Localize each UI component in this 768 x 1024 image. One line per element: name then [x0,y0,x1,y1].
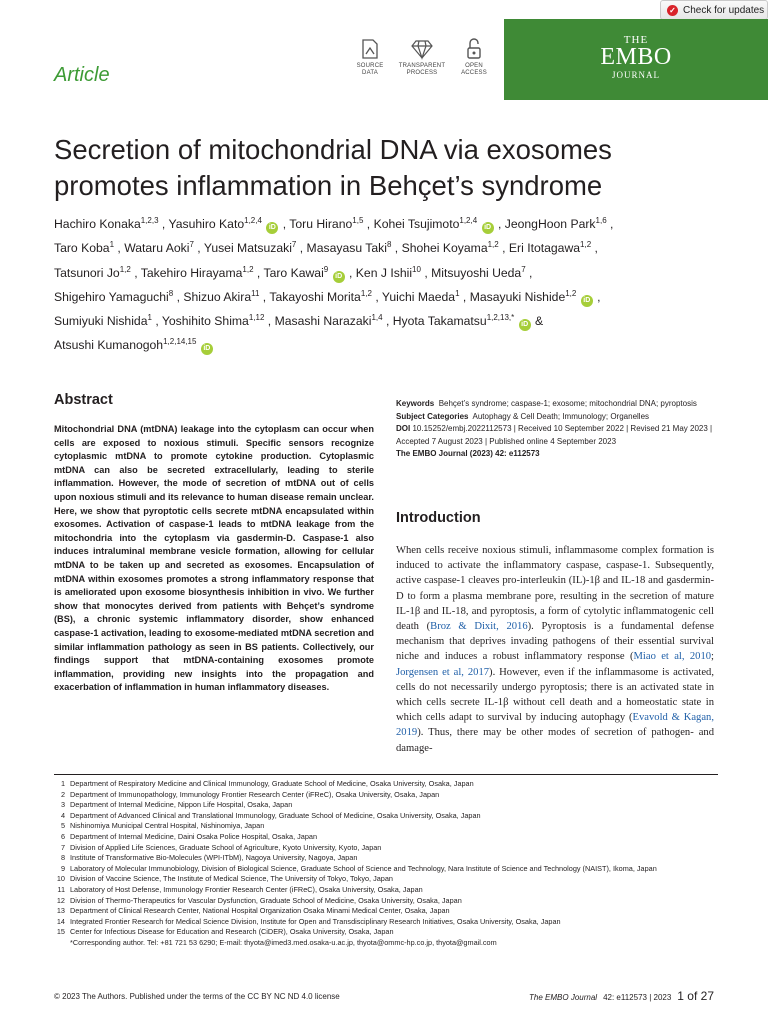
affiliation-item [54,864,718,875]
author-name-text: Masashi Narazaki [274,314,372,329]
keywords-value: Behçet’s syndrome; caspase-1; exosome; mitochondrial DNA; pyroptosis [438,399,697,408]
author-name [509,241,591,255]
author-affiliation-sup: 1,2,4 [459,215,478,225]
subject-label: Subject Categories [396,411,469,421]
intro-part-1: When cells receive noxious stimuli, inflammasome complex formation is induced to activate the inflammatory caspase, caspase-1. Subsequently, active caspase-1 cleaves pro-interleukin (IL)-1β and IL-18 and gasdermin-D to form a plasma membrane pore, resulting in the secretion of mature IL-1β and IL-18, and pyroptosis, a form of cytolytic inflammatogenic cell death ( [396,545,714,633]
affiliation-item [54,917,718,928]
author-name-text: Yuichi Maeda [381,289,456,304]
author-affiliation-sup: 1,2,4 [244,215,262,225]
author-name-text: Eri Itotagawa [508,241,581,256]
author-name-text: Shigehiro Yamaguchi [54,289,169,304]
check-updates-icon: ✓ [667,5,678,16]
author-name-text: Atsushi Kumanogoh [54,338,164,353]
author-affiliation-sup: 1,5 [352,215,364,225]
affiliation-item [54,800,718,811]
affiliation-number: 12 [56,895,65,905]
author-name-text: JeongHoon Park [504,217,596,231]
doi-value[interactable]: 10.15252/embj.2022112573 | Received 10 September 2022 | Revised 21 May 2023 | Accepted 7 August 2023 | Published online 4 September 2023 [396,424,713,446]
author-name [124,241,194,255]
source-data-icon [360,38,380,60]
affiliation-number: 3 [60,800,65,810]
author-affiliation-sup: 1,2 [242,264,254,274]
citation-link[interactable]: Broz & Dixit, 2016 [430,621,528,633]
affiliation-item [54,779,718,790]
author-affiliation-sup: 1 [109,240,115,250]
author-name-text: Wataru Aoki [124,241,190,256]
open-access-line2: ACCESS [461,70,487,76]
journal-logo-journal: JOURNAL [611,70,660,80]
citation-value: The EMBO Journal (2023) 42: e112573 [396,449,540,459]
doi-line [396,423,718,448]
check-updates-label: Check for updates [683,4,765,16]
affiliation-text: Department of Internal Medicine, Nippon Life Hospital, Osaka, Japan [70,800,293,810]
author-name-text: Ken J Ishii [355,265,413,280]
intro-part-5: ). Thus, there may be other modes of secretion of pathogen- and damage- [396,727,714,754]
author-affiliation-sup: 10 [412,264,421,274]
author-name [470,290,594,304]
author-name [54,290,173,304]
author-affiliation-sup: 1,2 [565,288,577,298]
source-data-line2: DATA [362,70,378,76]
author-name-text: Shohei Koyama [401,241,488,256]
affiliation-text: *Corresponding author. Tel: +81 721 53 6290; E-mail: thyota@imed3.med.osaka-u.ac.jp, thyota@ommc-hp.co.jp, thyota@gmail.com [70,937,497,947]
author-name-text: Mitsuyoshi Ueda [431,265,522,280]
author-name-text: Yasuhiro Kato [168,217,245,231]
check-for-updates-button[interactable] [660,0,768,20]
transparent-process-badge[interactable] [392,38,452,77]
author-name [374,217,495,231]
intro-part-3: ; [711,651,714,663]
author-affiliation-sup: 1,12 [248,313,265,323]
keywords-label: Keywords [396,399,435,408]
orcid-icon[interactable]: iD [581,295,593,307]
author-affiliation-sup: 1,2 [580,240,592,250]
orcid-icon[interactable]: iD [519,319,531,331]
article-type-label: Article [54,64,110,86]
affiliation-item [54,853,718,864]
author-name [356,266,421,280]
affiliation-item [54,821,718,832]
author-name [269,290,372,304]
author-name-text: Hyota Takamatsu [392,314,487,329]
subject-value: Autophagy & Cell Death; Immunology; Organelles [472,411,650,421]
author-name [505,217,607,231]
affiliation-number: 4 [60,810,65,820]
author-conjunction: & [535,314,544,329]
author-name [168,217,279,231]
author-name-text: Tatsunori Jo [54,265,120,280]
affiliation-item [54,811,718,822]
author-name [382,290,460,304]
author-affiliation-sup: 8 [386,240,392,250]
author-name [183,290,259,304]
abstract-heading: Abstract [54,392,113,408]
author-name [275,314,383,328]
author-name-text: Taro Kawai [263,265,324,280]
affiliation-number: 9 [60,863,65,873]
author-name-text: Yoshihito Shima [161,314,249,329]
author-affiliation-sup: 7 [521,264,526,274]
affiliation-text: Department of Clinical Research Center, National Hospital Organization Osaka Minami Medical Center, Osaka, Japan [70,906,450,916]
affiliation-text: Department of Advanced Clinical and Translational Immunology, Graduate School of Medicine, Osaka University, Osaka, Japan [70,810,481,820]
affiliation-text: Department of Internal Medicine, Daini Osaka Police Hospital, Osaka, Japan [70,831,318,841]
affiliation-text: Division of Vaccine Science, The Institute of Medical Science, The University of Tokyo, Tokyo, Japan [70,874,393,884]
affiliation-number: 14 [56,916,65,926]
affiliation-number: 2 [60,789,65,799]
citation-line [396,448,718,461]
affiliation-text: Division of Thermo-Therapeutics for Vascular Dysfunction, Graduate School of Medicine, Osaka University, Osaka, Japan [70,895,462,905]
affiliation-number: 15 [56,927,65,937]
affiliations-divider [54,774,718,775]
author-name [141,266,254,280]
author-affiliation-sup: 11 [251,288,260,298]
affiliation-number: 5 [60,821,65,831]
author-name-text: Taro Koba [54,241,110,256]
author-name [54,217,159,231]
author-name-text: Hachiro Konaka [54,217,141,231]
affiliation-item [54,938,718,949]
author-affiliation-sup: 1,2 [487,240,499,250]
journal-logo-embo: EMBO [600,44,672,70]
author-affiliation-sup: 1,2 [360,288,372,298]
author-affiliation-sup: 1,2,14,15 [163,337,197,347]
affiliation-text: Institute of Transformative Bio-Molecules (WPI-ITbM), Nagoya University, Nagoya, Japan [70,853,358,863]
orcid-icon[interactable]: iD [482,222,494,234]
author-name-text: Takehiro Hirayama [140,265,243,280]
affiliation-number [54,938,70,949]
introduction-text [396,543,714,756]
introduction-heading: Introduction [396,510,481,526]
footer-citation [529,989,714,1003]
author-name [54,314,152,328]
footer-journal: The EMBO Journal [529,993,598,1002]
author-affiliation-sup: 1 [147,313,152,323]
affiliation-text: Laboratory of Molecular Immunobiology, Division of Biological Science, Graduate School of Science and Technology, Nara Institute of Science and Technology (NAIST), Ikoma, Japan [70,863,657,873]
author-affiliation-sup: 1,2 [119,264,131,274]
affiliation-item [54,906,718,917]
author-name-text: Takayoshi Morita [269,289,361,304]
affiliations-list [54,779,718,949]
author-name [54,266,131,280]
author-name-text: Masayasu Taki [306,241,387,256]
article-title: Secretion of mitochondrial DNA via exosomes promotes inflammation in Behçet’s syndrome [54,134,612,201]
affiliation-item [54,843,718,854]
citation-link[interactable]: Jorgensen et al, 2017 [396,666,490,678]
author-name-text: Yusei Matsuzaki [203,241,292,256]
source-data-line1: SOURCE [356,63,384,69]
intro-part-4: ). However, even if the inflammasome is activated, cells do not necessarily undergo pyroptosis; there is an activated state in which cells secrete IL-1β without cell death and a homeostatic state in which cells adapt to survival by inducing autophagy ( [396,666,714,724]
orcid-icon[interactable]: iD [201,343,213,355]
author-affiliation-sup: 1,2,3 [140,215,159,225]
affiliation-item [54,927,718,938]
affiliation-item [54,790,718,801]
open-lock-icon [466,38,482,60]
subject-line [396,411,718,424]
intro-part-2: ). Pyroptosis is a fundamental defense mechanism that deprives invading pathogens of their essential survival niche and induces a robust inflammatory response ( [396,621,714,663]
article-metadata [396,398,718,461]
footer-issue: 42: e112573 | 2023 [603,993,672,1002]
orcid-icon[interactable]: iD [333,271,345,283]
affiliation-text: Integrated Frontier Research for Medical Science Division, Institute for Open and Transdisciplinary Research Initiatives, Osaka University, Osaka, Japan [70,916,561,926]
author-name [431,266,526,280]
source-data-badge[interactable] [340,38,400,77]
affiliation-number: 6 [60,831,65,841]
author-affiliation-sup: 7 [189,240,194,250]
author-name-text: Shizuo Akira [183,289,252,304]
footer-copyright: © 2023 The Authors. Published under the terms of the CC BY NC ND 4.0 license [54,992,340,1001]
author-name-text: Masayuki Nishide [469,289,566,304]
author-name [393,314,532,328]
author-name [402,241,499,255]
affiliation-item [54,885,718,896]
affiliation-item [54,896,718,907]
affiliation-text: Nishinomiya Municipal Central Hospital, Nishinomiya, Japan [70,821,265,831]
author-affiliation-sup: 8 [168,288,174,298]
author-name [204,241,297,255]
author-name [54,241,114,255]
author-name-text: Kohei Tsujimoto [373,217,460,231]
affiliation-text: Laboratory of Host Defense, Immunology Frontier Research Center (iFReC), Osaka University, Osaka, Japan [70,884,423,894]
author-affiliation-sup: 1,4 [371,313,383,323]
affiliation-number: 1 [60,779,65,788]
open-access-line1: OPEN [465,63,483,69]
affiliation-item [54,832,718,843]
abstract-text: Mitochondrial DNA (mtDNA) leakage into the cytoplasm can occur when cells are exposed to noxious stimuli. Specific sensors recognize cytoplasmic mtDNA to promote cytokine production. Cytoplasmic mtDNA can also be secreted extracellularly, leading to sterile inflammation. However, the mode of secretion of mtDNA out of cells upon noxious stimuli and its relevance to human disease remain unclear. Here, we show that pyroptotic cells secrete mtDNA encapsulated within exosomes. Activation of caspase-1 leads to mtDNA leakage from the mitochondria into the cytoplasm via gasdermin-D. Caspase-1 also induces intraluminal membrane vesicle formation, allowing for cellular mtDNA to be taken up and secreted as exosomes. Encapsulation of mtDNA within exosomes promotes a strong inflammatory response that is ameliorated upon exosome biosynthesis inhibition in vivo. We further show that monocytes derived from patients with Behçet’s syndrome (BS), a chronic systemic inflammatory disorder, show enhanced caspase-1 activation, leading to exosome-mediated mtDNA secretion and similar inflammation pathology as seen in BS patients. Collectively, our findings support that mtDNA-containing exosomes promote inflammation, providing new insights into the propagation and exacerbation of inflammation in human inflammatory diseases. [54,424,374,693]
author-name [307,241,392,255]
citation-link[interactable]: Evavold & Kagan, 2019 [396,712,715,739]
author-name [289,217,363,231]
affiliation-text: Center for Infectious Disease for Education and Research (CiDER), Osaka University, Osaka, Japan [70,927,394,937]
page-number: 1 of 27 [677,989,714,1003]
affiliation-text: Department of Immunopathology, Immunology Frontier Research Center (iFReC), Osaka University, Osaka, Japan [70,789,440,799]
transparent-process-line2: PROCESS [406,70,438,76]
author-name [162,314,265,328]
author-affiliation-sup: 1 [455,288,460,298]
author-name [54,338,214,352]
keywords-line [396,398,718,411]
affiliation-number: 11 [57,884,65,894]
author-list: Hachiro Konaka$^{1,2,3}$ , Yasuhiro Kato$^{1,2,4}$ iD , Toru Hirano$^{1,5}$ , Kohei Tsujimoto$^{1,2,4}$ iD , JeongHoon Park$^{1,6}$ , Taro Koba$^1$ , Wataru Aoki$^7$ , Yusei Matsuzaki$^7$ , Masayasu Taki$^8$ , Shohei Koyama$^{1,2}$ , Eri Itotagawa$^{1,2}$ , Tatsunori Jo$^{1,2}$ , Takehiro Hirayama$^{1,2}$ , Taro Kawai$^9$ iD , Ken J Ishii$^{10}$ , Mitsuyoshi Ueda$^7$ , Shigehiro Yamaguchi$^8$ , Shizuo Akira$^{11}$ , Takayoshi Morita$^{1,2}$ , Yuichi Maeda$^1$ , Masayuki Nishide$^{1,2}$ iD , Sumiyuki Nishida$^1$ , Yoshihito Shima$^{1,12}$ , Masashi Narazaki$^{1,4}$ , Hyota Takamatsu$^{1,2,13,*}$ iD & Atsushi Kumanogoh$^{1,2,14,15}$ iD [54,212,714,358]
affiliation-number: 8 [60,853,65,863]
affiliation-number: 7 [60,842,65,852]
author-affiliation-sup: 7 [291,240,297,250]
author-affiliation-sup: 1,6 [595,215,607,225]
affiliation-number: 13 [56,906,65,916]
transparent-process-line1: TRANSPARENT [398,63,446,69]
affiliation-text: Department of Respiratory Medicine and Clinical Immunology, Graduate School of Medicine, Osaka University, Osaka, Japan [70,779,474,788]
diamond-icon [411,38,433,60]
author-affiliation-sup: 1,2,13,* [486,313,515,323]
affiliation-item [54,874,718,885]
author-name-text: Sumiyuki Nishida [54,314,148,329]
embo-journal-logo[interactable] [504,19,768,100]
author-affiliation-sup: 9 [323,264,329,274]
citation-link[interactable]: Miao et al, 2010 [633,651,712,663]
affiliation-number: 10 [56,874,65,884]
affiliation-text: Division of Applied Life Sciences, Graduate School of Agriculture, Kyoto University, Kyoto, Japan [70,842,382,852]
author-name-text: Toru Hirano [289,217,353,231]
orcid-icon[interactable]: iD [266,222,278,234]
doi-label: DOI [396,424,411,434]
author-name [263,266,345,280]
open-access-badge[interactable] [444,38,504,77]
journal-logo-the: THE [623,34,649,46]
